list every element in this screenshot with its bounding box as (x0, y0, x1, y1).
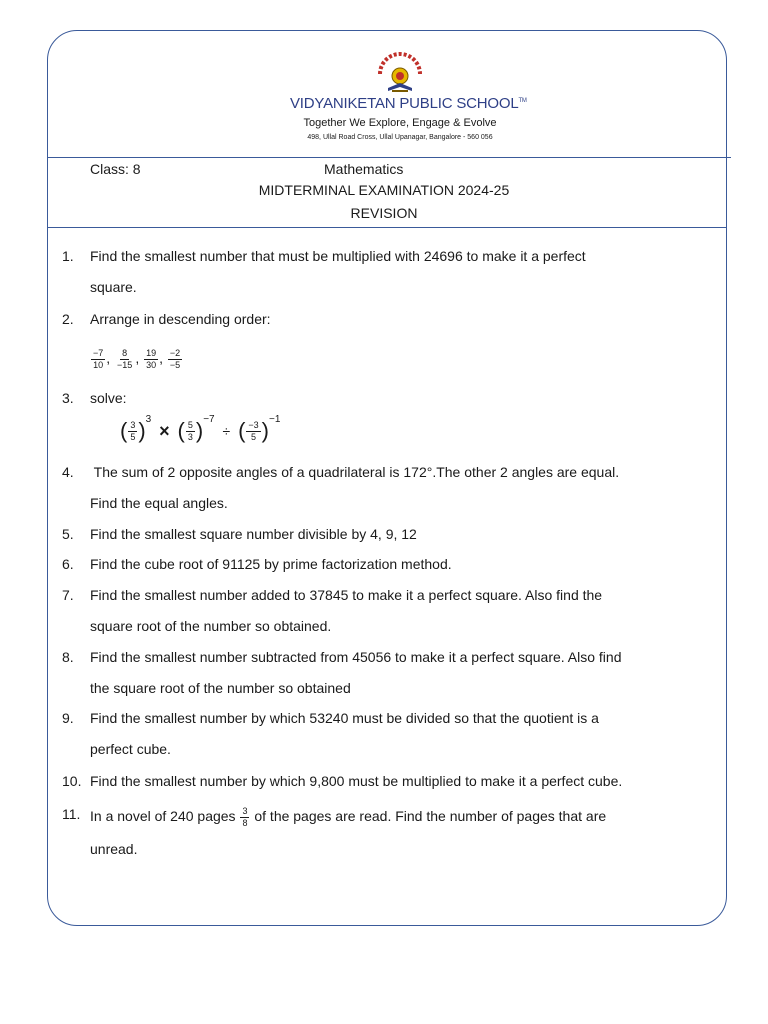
question-text: The sum of 2 opposite angles of a quadrilateral is 172°.The other 2 angles are equal. (90, 464, 620, 480)
fraction: $\frac{19}{30}$ (146, 348, 157, 370)
question-number: 9. (62, 710, 74, 726)
question-number: 8. (62, 649, 74, 665)
question-number: 7. (62, 587, 74, 603)
header-divider-top (47, 157, 731, 158)
question-text: Find the smallest number by which 53240 must be divided so that the quotient is a (90, 710, 599, 726)
question-number: 4. (62, 464, 74, 480)
question-text-cont: square. (90, 279, 137, 295)
question-number: 1. (62, 248, 74, 264)
question-text: Find the smallest square number divisible by 4, 9, 12 (90, 526, 417, 542)
question-text: solve: (90, 390, 127, 406)
question-number: 6. (62, 556, 74, 572)
question-number: 10. (62, 773, 82, 789)
question-text: Find the smallest number by which 9,800 must be multiplied to make it a perfect cube. (90, 773, 623, 789)
times-operator: × (159, 420, 170, 441)
fraction: $\frac{8}{-15}$ (117, 348, 133, 370)
question-number: 2. (62, 311, 74, 327)
divide-operator: ÷ (222, 423, 231, 439)
question-text-cont: the square root of the number so obtained (90, 680, 351, 696)
subject: Mathematics (324, 161, 404, 177)
school-name: VIDYANIKETAN PUBLIC SCHOOL™ (290, 95, 527, 112)
question-number: 5. (62, 526, 74, 542)
question-text-cont: square root of the number so obtained. (90, 618, 332, 634)
question-text: Find the cube root of 91125 by prime factorization method. (90, 556, 452, 572)
question-text-cont: perfect cube. (90, 741, 171, 757)
header-divider-bottom (47, 227, 727, 228)
question-text: In a novel of 240 pages $\frac{3}{8}$ of the pages are read. Find the number of pages that are (90, 806, 607, 828)
fraction: $\frac{3}{8}$ (242, 806, 248, 828)
fraction-list: $\frac{-7}{10}$ , $\frac{8}{-15}$ , $\frac{19}{30}$ , $\frac{-2}{-5}$ (93, 348, 181, 370)
class-label: Class: 8 (90, 161, 141, 177)
question-text: Find the smallest number subtracted from 45056 to make it a perfect square. Also find (90, 649, 622, 665)
fraction: $\frac{-2}{-5}$ (169, 348, 181, 370)
question-text: Find the smallest number that must be multiplied with 24696 to make it a perfect (90, 248, 586, 264)
question-text: Arrange in descending order: (90, 311, 271, 327)
exam-title: MIDTERMINAL EXAMINATION 2024-25 (258, 182, 510, 198)
exam-subtitle: REVISION (350, 205, 418, 221)
school-crest-icon (290, 52, 510, 99)
school-tagline: Together We Explore, Engage & Evolve (303, 117, 497, 129)
question-text-cont: unread. (90, 841, 138, 857)
fraction: $\frac{-7}{10}$ (93, 348, 104, 370)
expression: ( $\frac{3}{5}$ )$^3$ × ( $\frac{5}{3}$ )$^{-7}$ ÷ ( $\frac{-3}{5}$ )$^{-1}$ (120, 414, 281, 443)
question-number: 11. (62, 806, 81, 822)
question-text-cont: Find the equal angles. (90, 495, 228, 511)
question-text: Find the smallest number added to 37845 to make it a perfect square. Also find the (90, 587, 603, 603)
school-address: 498, Ullal Road Cross, Ullal Upanagar, Bangalore - 560 056 (307, 134, 493, 141)
question-number: 3. (62, 390, 74, 406)
